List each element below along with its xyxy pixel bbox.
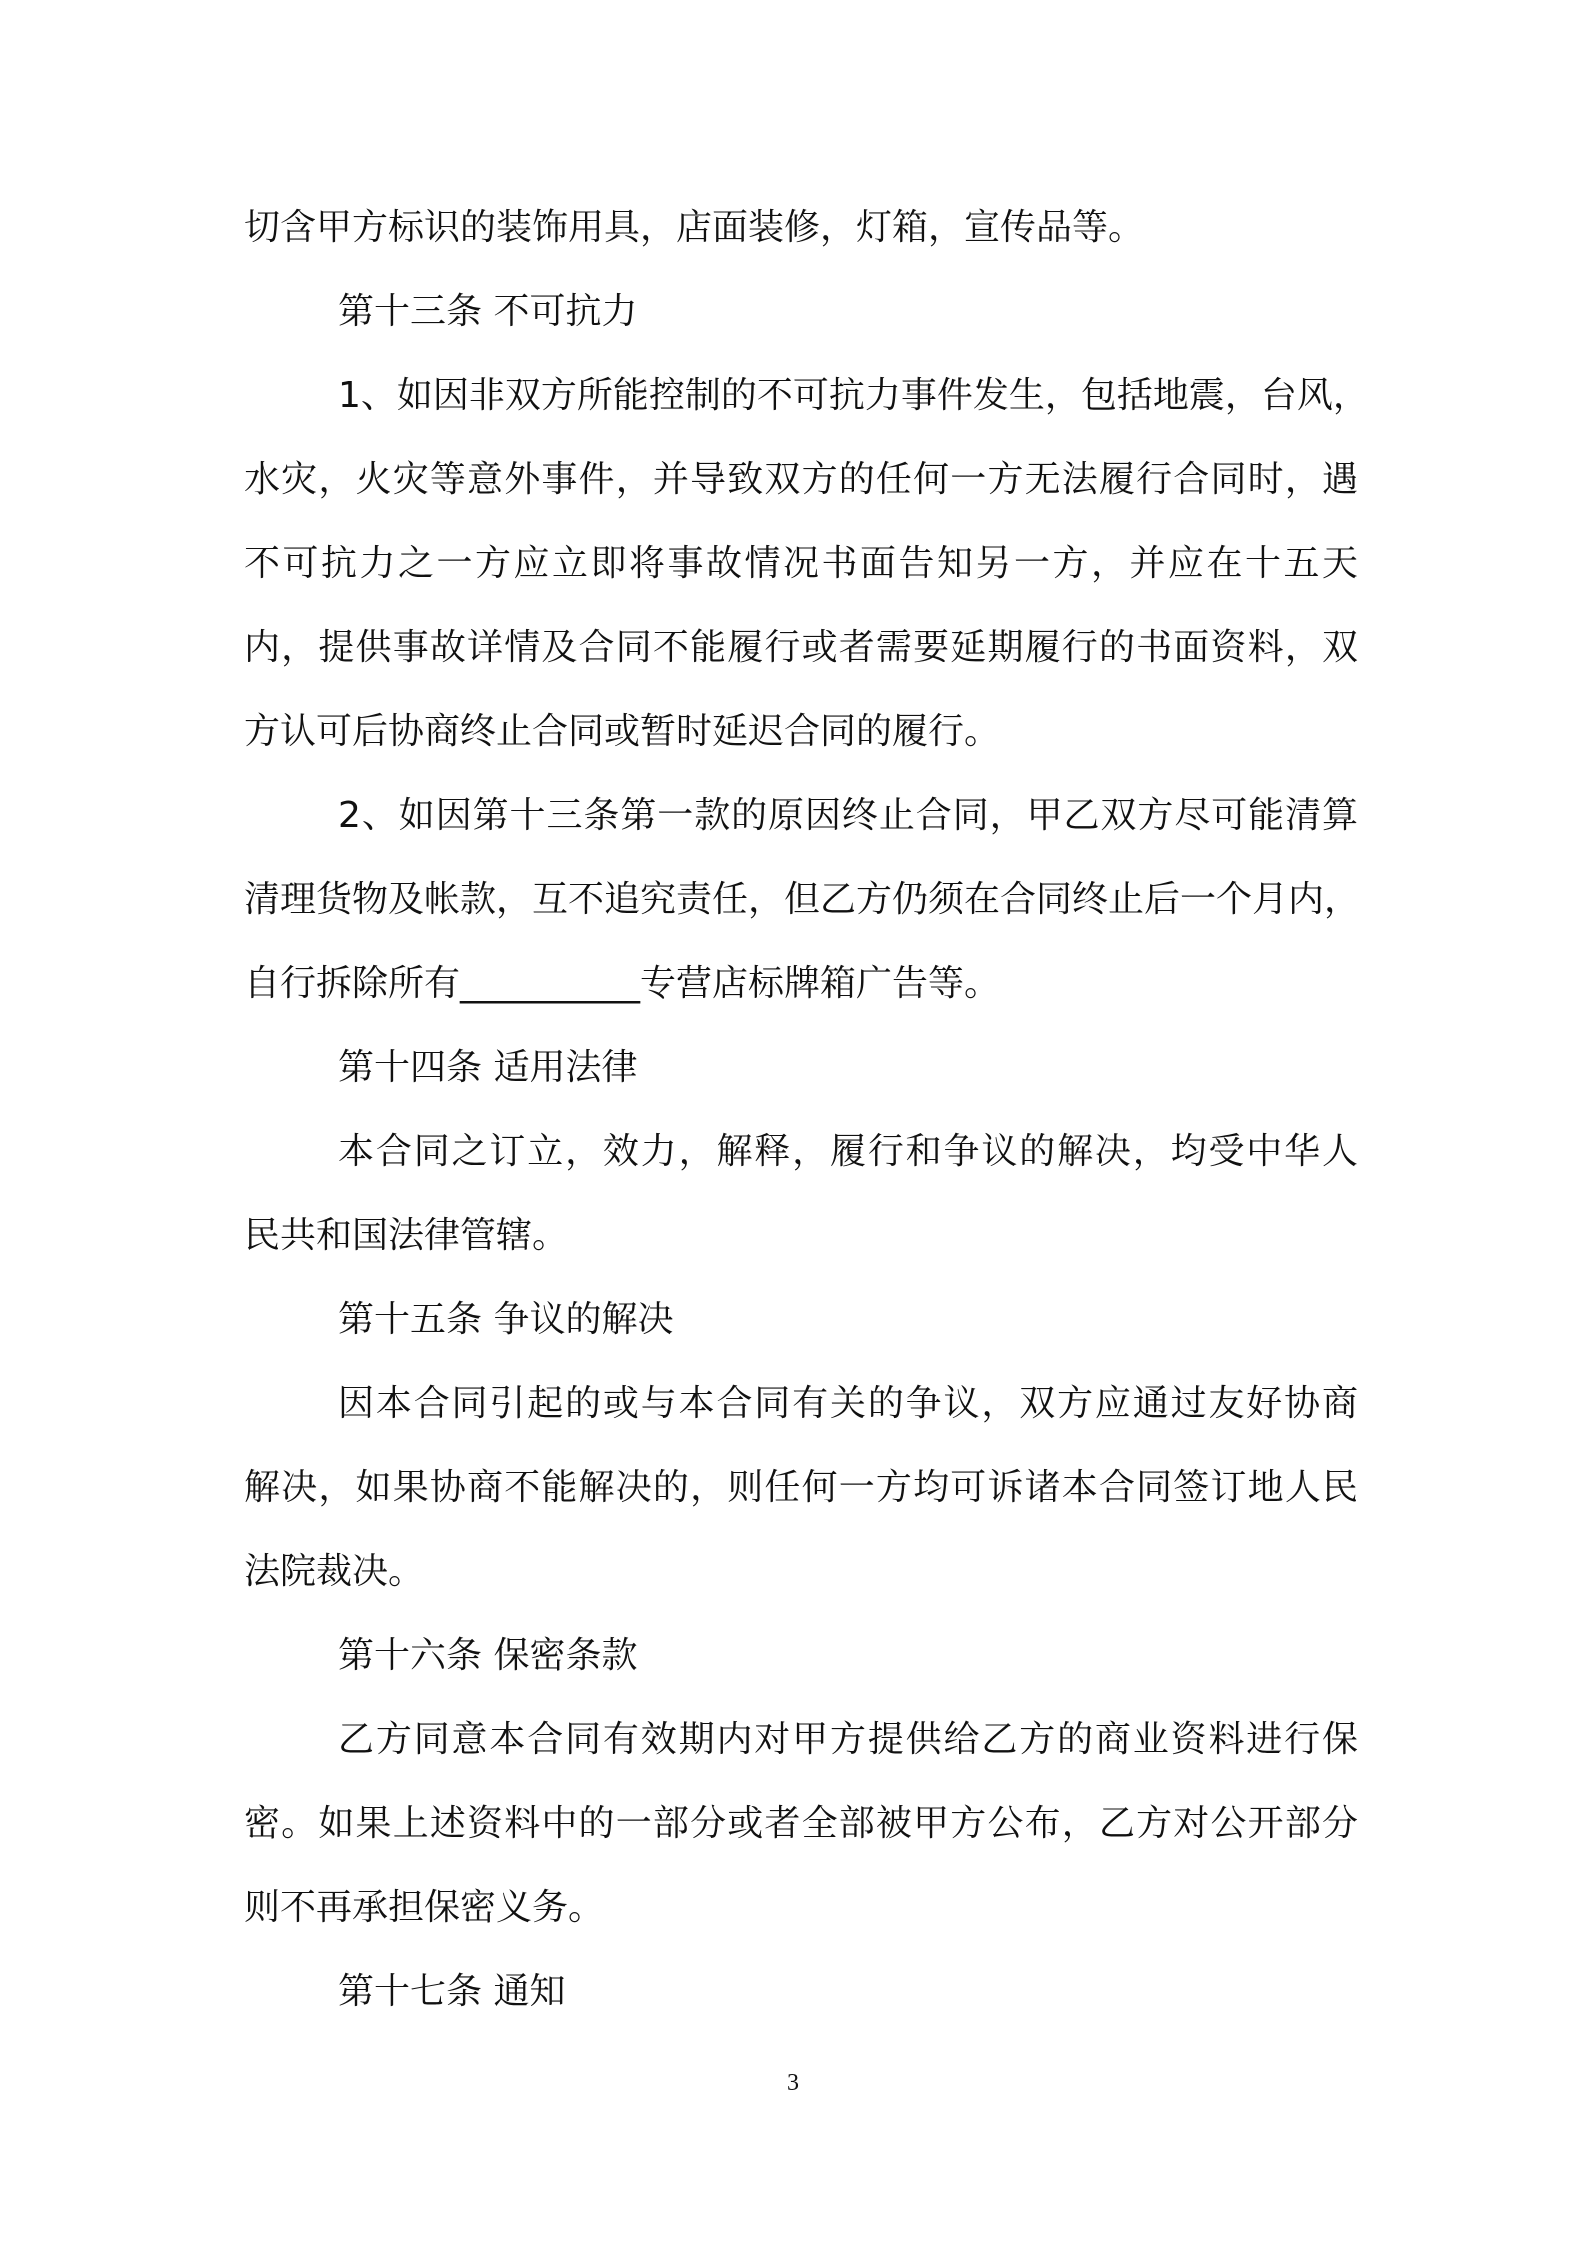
- text-line: 法院裁决。: [244, 1551, 425, 1592]
- text-line: 解决，如果协商不能解决的，则任何一方均可诉诸本合同签订地人民: [244, 1467, 1358, 1508]
- text-line: 密。如果上述资料中的一部分或者全部被甲方公布，乙方对公开部分: [244, 1803, 1358, 1844]
- text-line: 内，提供事故详情及合同不能履行或者需要延期履行的书面资料，双: [244, 627, 1358, 668]
- text-line: 清理货物及帐款，互不追究责任，但乙方仍须在合同终止后一个月内，: [244, 879, 1361, 920]
- text-line: 不可抗力之一方应立即将事故情况书面告知另一方，并应在十五天: [244, 543, 1358, 584]
- text-line: 自行拆除所有__________专营店标牌箱广告等。: [244, 963, 1001, 1004]
- text-line: 方认可后协商终止合同或暂时延迟合同的履行。: [244, 711, 1001, 752]
- text-line: 1、如因非双方所能控制的不可抗力事件发生，包括地震，台风，: [338, 375, 1369, 416]
- section-heading: 第十七条 通知: [338, 1971, 566, 2012]
- text-line: 乙方同意本合同有效期内对甲方提供给乙方的商业资料进行保: [338, 1719, 1358, 1760]
- text-line: 2、如因第十三条第一款的原因终止合同，甲乙双方尽可能清算: [338, 795, 1358, 836]
- section-heading: 第十四条 适用法律: [338, 1047, 638, 1088]
- text-line: 切含甲方标识的装饰用具，店面装修，灯箱，宣传品等。: [244, 207, 1145, 248]
- text-line: 则不再承担保密义务。: [244, 1887, 605, 1928]
- text-line: 水灾，火灾等意外事件，并导致双方的任何一方无法履行合同时，遇: [244, 459, 1358, 500]
- section-heading: 第十三条 不可抗力: [338, 291, 638, 332]
- text-line: 本合同之订立，效力，解释，履行和争议的解决，均受中华人: [338, 1131, 1358, 1172]
- text-line: 因本合同引起的或与本合同有关的争议，双方应通过友好协商: [338, 1383, 1358, 1424]
- section-heading: 第十五条 争议的解决: [338, 1299, 674, 1340]
- page-number: 3: [787, 2070, 799, 2096]
- section-heading: 第十六条 保密条款: [338, 1635, 638, 1676]
- text-line: 民共和国法律管辖。: [244, 1215, 569, 1256]
